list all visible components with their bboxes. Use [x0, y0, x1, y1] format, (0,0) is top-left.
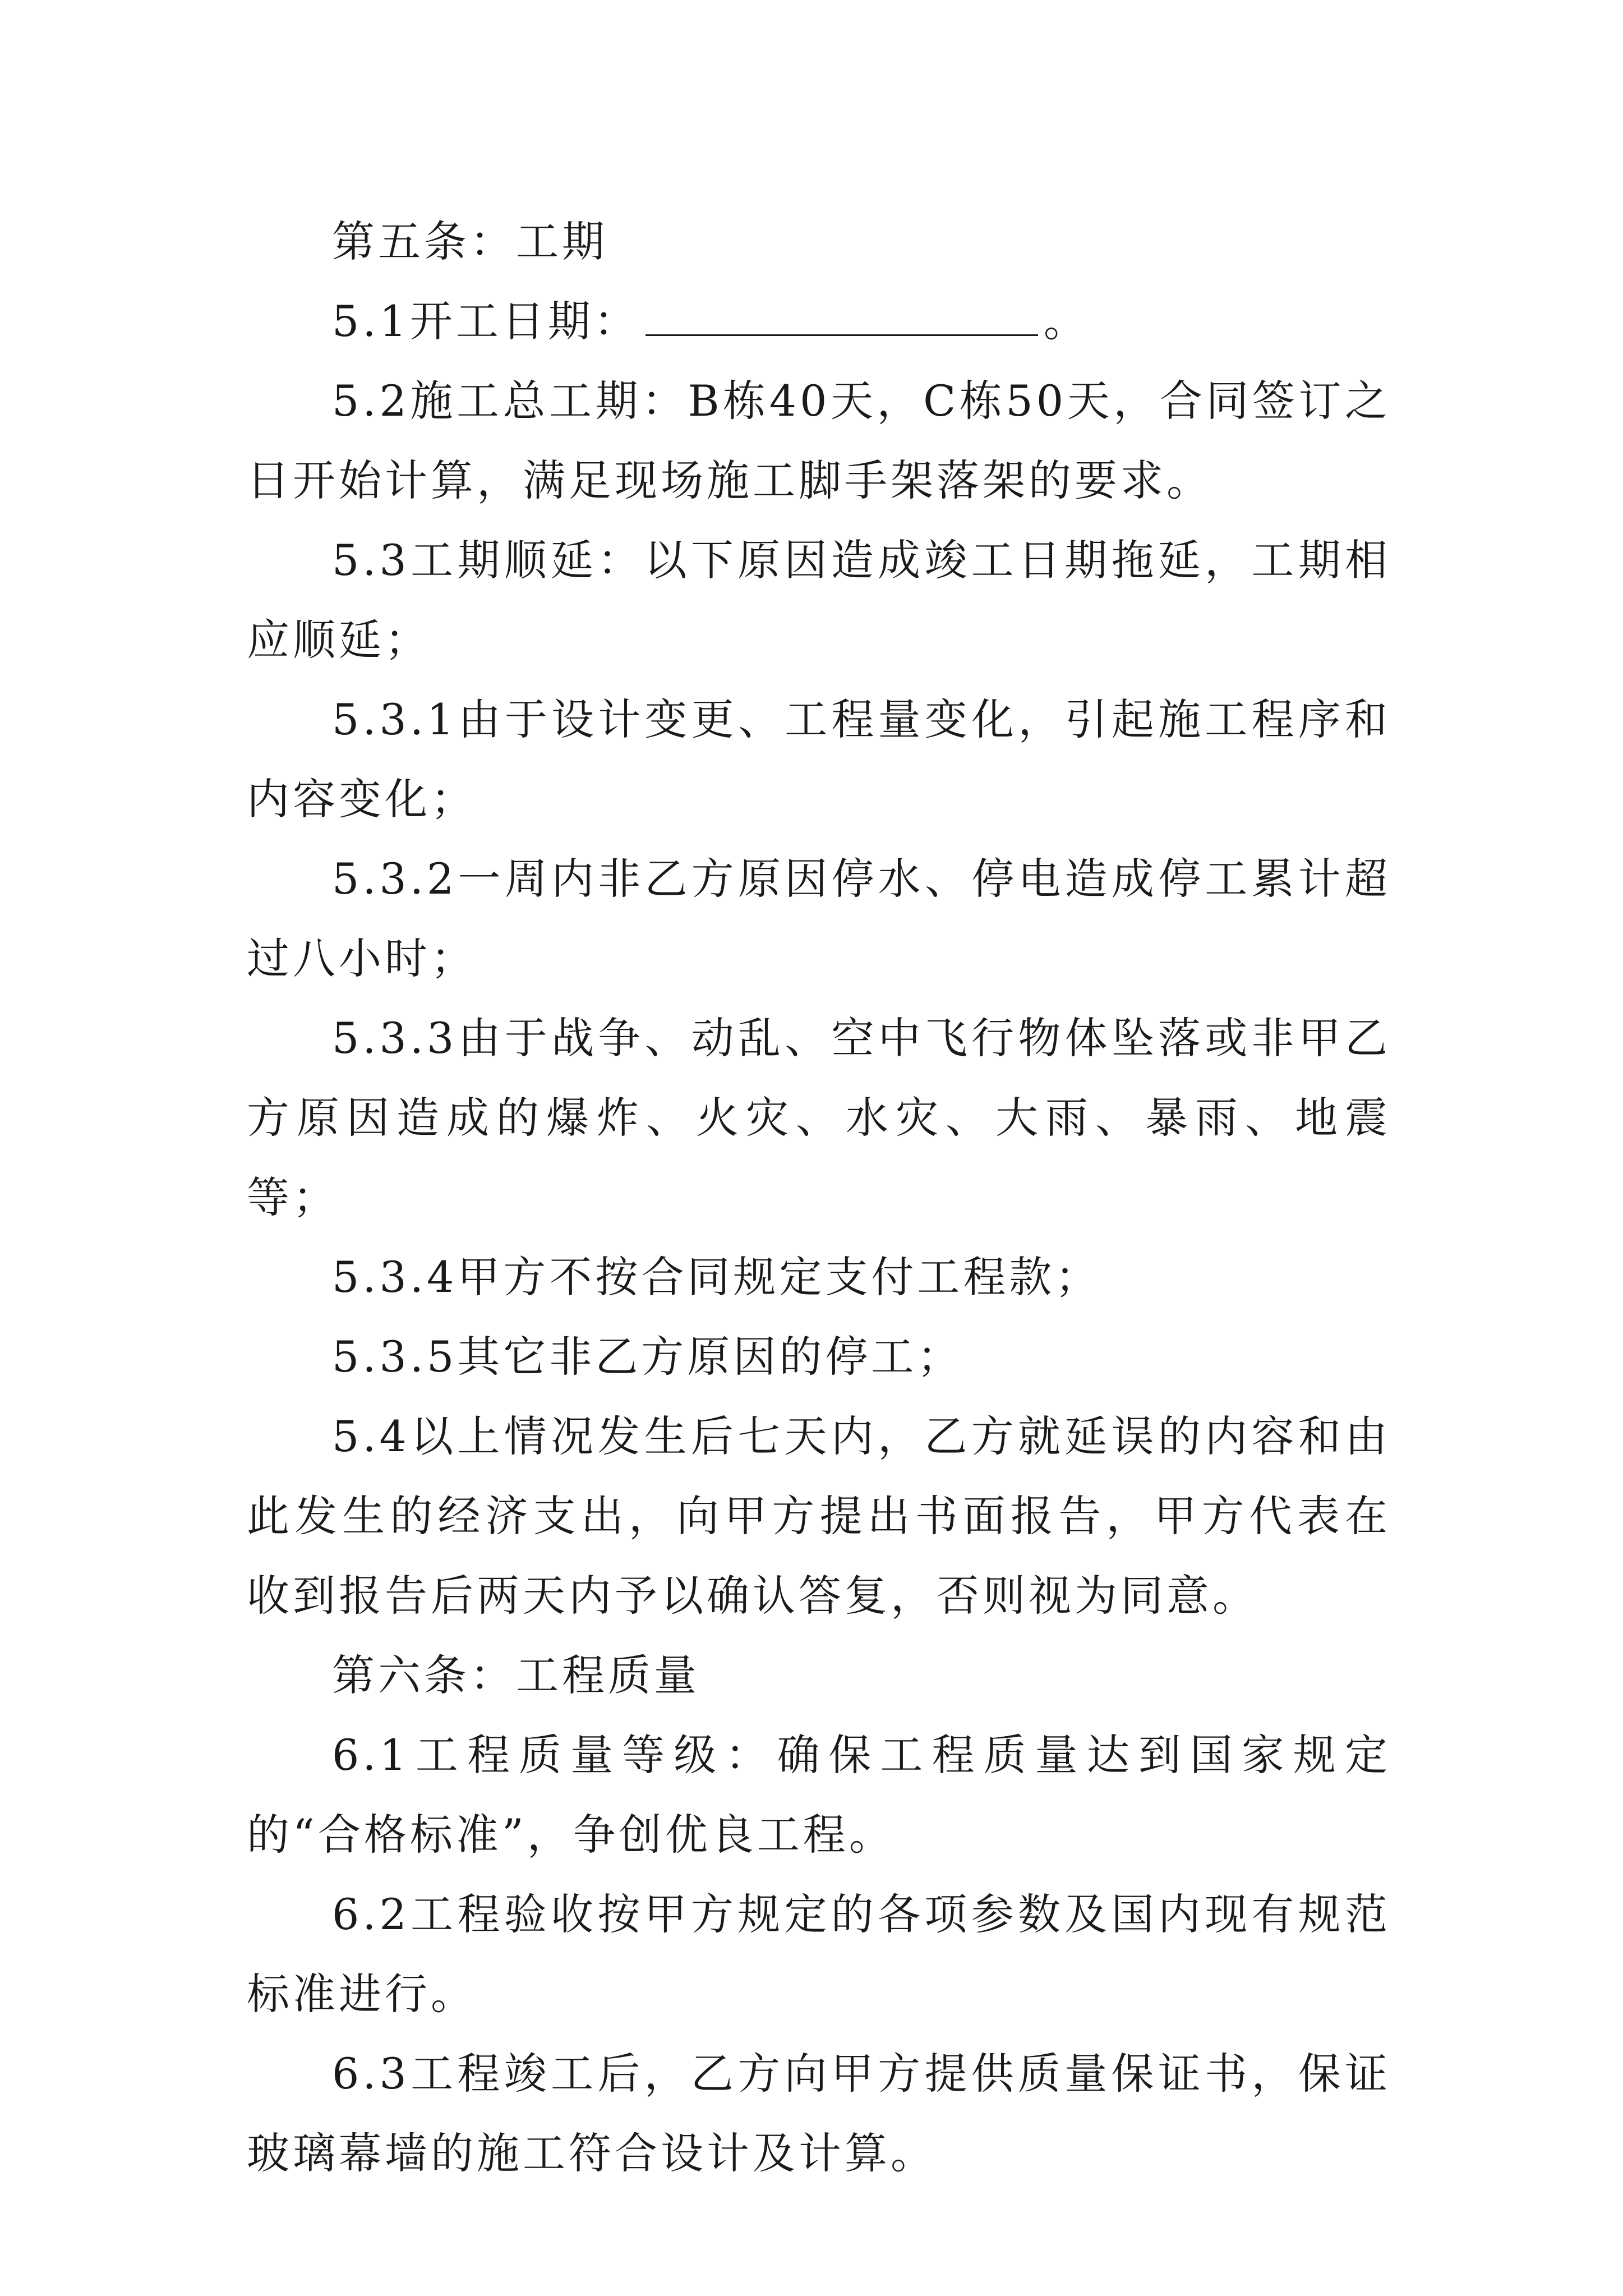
clause-5-3: 5.3工期顺延：以下原因造成竣工日期拖延，工期相应顺延；: [247, 535, 1391, 665]
clause-5-3-1: 5.3.1由于设计变更、工程量变化，引起施工程序和内容变化；: [247, 694, 1391, 824]
clause-5-3-4: 5.3.4甲方不按合同规定支付工程款；: [332, 1252, 1101, 1302]
document-body: [247, 202, 1391, 2193]
start-date-blank: [645, 301, 1038, 336]
clause-5-3-5: 5.3.5其它非乙方原因的停工；: [332, 1332, 963, 1382]
clause-6-3: 6.3工程竣工后，乙方向甲方提供质量保证书，保证玻璃幕墙的施工符合设计及计算。: [247, 2049, 1391, 2178]
clause-6-2: 6.2工程验收按甲方规定的各项参数及国内现有规范标准进行。: [247, 1889, 1391, 2019]
clause-5-1-label: 5.1开工日期：: [332, 296, 640, 346]
clause-5-1-end: 。: [1043, 296, 1090, 346]
article-6-heading: 第六条：工程质量: [332, 1650, 700, 1700]
clause-5-4: 5.4以上情况发生后七天内，乙方就延误的内容和由此发生的经济支出，向甲方提出书面报告，甲方代表在收到报告后两天内予以确认答复，否则视为同意。: [247, 1411, 1391, 1621]
clause-6-1: 6.1工程质量等级：确保工程质量达到国家规定的“合格标准”，争创优良工程。: [247, 1730, 1391, 1860]
clause-5-3-3: 5.3.3由于战争、动乱、空中飞行物体坠落或非甲乙方原因造成的爆炸、火灾、水灾、大雨、暴雨、地震等；: [247, 1013, 1391, 1222]
clause-5-1: [247, 282, 1391, 361]
article-5-heading: 第五条：工期: [332, 217, 608, 266]
clause-5-3-2: 5.3.2一周内非乙方原因停水、停电造成停工累计超过八小时；: [247, 854, 1391, 983]
clause-5-2: 5.2施工总工期：B栋40天，C栋50天，合同签订之日开始计算，满足现场施工脚手架落架的要求。: [247, 376, 1391, 505]
